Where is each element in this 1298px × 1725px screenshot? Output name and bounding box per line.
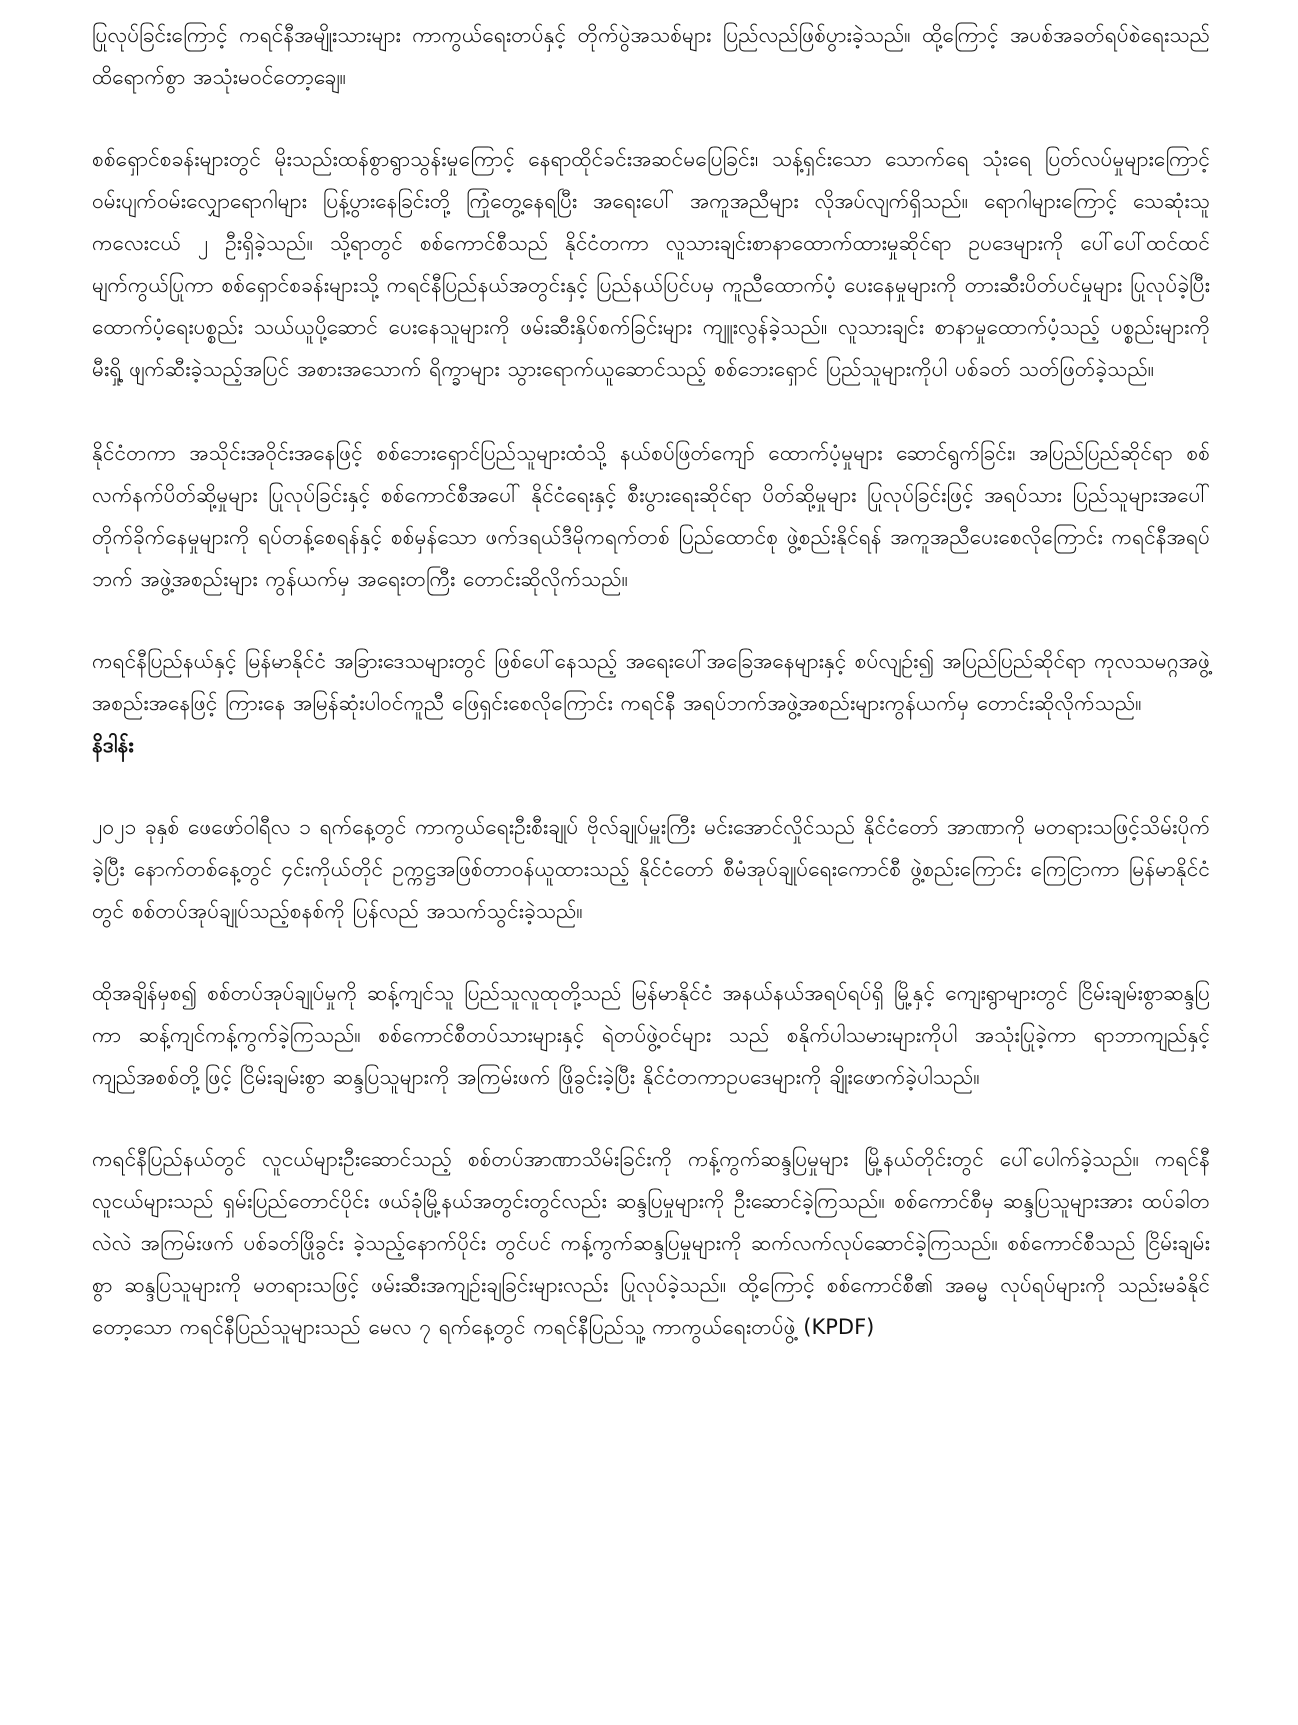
paragraph-un-request: ကရင်နီပြည်နယ်နှင့် မြန်မာနိုင်ငံ အခြားဒေသများတွင် ဖြစ်ပေါ်နေသည့် အရေးပေါ်အခြေအနေများနှင့် စပ်လျဉ်း၍ အပြည်ပြည်ဆိုင်ရာ ကုလသမဂ္ဂအဖွဲ့အစည်းအနေဖြင့် ကြားနေ အမြန်ဆုံးပါဝင်ကူညီ ဖြေရှင်းစေလိုကြောင်း ကရင်နီ အရပ်ဘက်အဖွဲ့အစည်းများကွန်ယက်မှ တောင်းဆိုလိုက်သည်။ xyxy=(92,649,1210,715)
document-page xyxy=(92,0,1210,1725)
paragraph-ceasefire: ပြုလုပ်ခြင်းကြောင့် ကရင်နီအမျိုးသားများ ကာကွယ်ရေးတပ်နှင့် တိုက်ပွဲအသစ်များ ပြည်လည်ဖြစ်ပွားခဲ့သည်။ ထို့ကြောင့် အပစ်အခတ်ရပ်စဲရေးသည် ထိရောက်စွာ အသုံးမဝင်တော့ချေ။ xyxy=(92,23,1210,89)
paragraph-protests: ထိုအချိန်မှစ၍ စစ်တပ်အုပ်ချုပ်မှုကို ဆန့်ကျင်သူ ပြည်သူလူထုတို့သည် မြန်မာနိုင်ငံ အနယ်နယ်အရပ်ရပ်ရှိ မြို့နှင့် ကျေးရွာများတွင် ငြိမ်းချမ်းစွာဆန္ဒပြကာ ဆန့်ကျင်ကန့်ကွက်ခဲ့ကြသည်။ စစ်ကောင်စီတပ်သားများနှင့် ရဲတပ်ဖွဲ့ဝင်များ သည် စနိုက်ပါသမားများကိုပါ အသုံးပြုခဲ့ကာ ရာဘာကျည်နှင့် ကျည်အစစ်တို့ဖြင့် ငြိမ်းချမ်းစွာ ဆန္ဒပြသူများကို အကြမ်းဖက် ဖြိုခွင်းခဲ့ပြီး နိုင်ငံတကာဥပဒေများကို ချိုးဖောက်ခဲ့ပါသည်။ xyxy=(92,981,1210,1089)
paragraph-idp-camps: စစ်ရှောင်စခန်းများတွင် မိုးသည်းထန်စွာရွာသွန်းမှုကြောင့် နေရာထိုင်ခင်းအဆင်မပြေခြင်း၊ သန့်ရှင်းသော သောက်ရေ သုံးရေ ပြတ်လပ်မှုများကြောင့် ဝမ်းပျက်ဝမ်းလျှောရောဂါများ ပြန့်ပွားနေခြင်းတို့ ကြုံတွေ့နေရပြီး အရေးပေါ် အကူအညီများ လိုအပ်လျက်ရှိသည်။ ရောဂါများကြောင့် သေဆုံးသူ ကလေးငယ် ၂ ဦးရှိခဲ့သည်။ သို့ရာတွင် စစ်ကောင်စီသည် နိုင်ငံတကာ လူသားချင်းစာနာထောက်ထားမှုဆိုင်ရာ ဥပဒေများကို ပေါ်ပေါ်ထင်ထင် မျက်ကွယ်ပြုကာ စစ်ရှောင်စခန်းများသို့ ကရင်နီပြည်နယ်အတွင်းနှင့် ပြည်နယ်ပြင်ပမှ ကူညီထောက်ပံ့ ပေးနေမှုများကို တားဆီးပိတ်ပင်မှုများ ပြုလုပ်ခဲ့ပြီး ထောက်ပံ့ရေးပစ္စည်း သယ်ယူပို့ဆောင် ပေးနေသူများကို ဖမ်းဆီးနှိပ်စက်ခြင်းများ ကျူးလွန်ခဲ့သည်။ လူသားချင်း စာနာမှုထောက်ပံ့သည့် ပစ္စည်းများကို မီးရှို့ ဖျက်ဆီးခဲ့သည့်အပြင် အစားအသောက် ရိက္ခာများ သွားရောက်ယူဆောင်သည့် စစ်ဘေးရှောင် ပြည်သူများကိုပါ ပစ်ခတ် သတ်ဖြတ်ခဲ့သည်။ xyxy=(92,147,1210,381)
paragraph-coup: ၂၀၂၁ ခုနှစ် ဖေဖော်ဝါရီလ ၁ ရက်နေ့တွင် ကာကွယ်ရေးဦးစီးချုပ် ဗိုလ်ချုပ်မှူးကြီး မင်းအောင်လှိုင်သည် နိုင်ငံတော် အာဏာကို မတရားသဖြင့်သိမ်းပိုက်ခဲ့ပြီး နောက်တစ်နေ့တွင် ၄င်းကိုယ်တိုင် ဥက္ကဋ္ဌအဖြစ်တာဝန်ယူထားသည့် နိုင်ငံတော် စီမံအုပ်ချုပ်ရေးကောင်စီ ဖွဲ့စည်းကြောင်း ကြေငြာကာ မြန်မာနိုင်ငံတွင် စစ်တပ်အုပ်ချုပ်သည့်စနစ်ကို ပြန်လည် အသက်သွင်းခဲ့သည်။ xyxy=(92,815,1210,923)
paragraph-karenni-protests: ကရင်နီပြည်နယ်တွင် လူငယ်များဦးဆောင်သည့် စစ်တပ်အာဏာသိမ်းခြင်းကို ကန့်ကွက်ဆန္ဒပြမှုများ မြို့နယ်တိုင်းတွင် ပေါ်ပေါက်ခဲ့သည်။ ကရင်နီလူငယ်များသည် ရှမ်းပြည်တောင်ပိုင်း ဖယ်ခုံမြို့နယ်အတွင်းတွင်လည်း ဆန္ဒပြမှုများကို ဦးဆောင်ခဲ့ကြသည်။ စစ်ကောင်စီမှ ဆန္ဒပြသူများအား ထပ်ခါတလဲလဲ အကြမ်းဖက် ပစ်ခတ်ဖြိုခွင်း ခဲ့သည့်နောက်ပိုင်း တွင်ပင် ကန့်ကွက်ဆန္ဒပြမှုများကို ဆက်လက်လုပ်ဆောင်ခဲ့ကြသည်။ စစ်ကောင်စီသည် ငြိမ်းချမ်းစွာ ဆန္ဒပြသူများကို မတရားသဖြင့် ဖမ်းဆီးအကျဉ်းချခြင်းများလည်း ပြုလုပ်ခဲ့သည်။ ထို့ကြောင့် စစ်ကောင်စီ၏ အဓမ္မ လုပ်ရပ်များကို သည်းမခံနိုင်တော့သော ကရင်နီပြည်သူများသည် မေလ ၇ ရက်နေ့တွင် ကရင်နီပြည်သူ့ ကာကွယ်ရေးတပ်ဖွဲ့ (KPDF) xyxy=(92,1147,1210,1339)
paragraph-international-community: နိုင်ငံတကာ အသိုင်းအဝိုင်းအနေဖြင့် စစ်ဘေးရှောင်ပြည်သူများထံသို့ နယ်စပ်ဖြတ်ကျော် ထောက်ပံ့မှုများ ဆောင်ရွက်ခြင်း၊ အပြည်ပြည်ဆိုင်ရာ စစ်လက်နက်ပိတ်ဆို့မှုများ ပြုလုပ်ခြင်းနှင့် စစ်ကောင်စီအပေါ် နိုင်ငံရေးနှင့် စီးပွားရေးဆိုင်ရာ ပိတ်ဆို့မှုများ ပြုလုပ်ခြင်းဖြင့် အရပ်သား ပြည်သူများအပေါ် တိုက်ခိုက်နေမှုများကို ရပ်တန့်စေရန်နှင့် စစ်မှန်သော ဖက်ဒရယ်ဒီမိုကရက်တစ် ပြည်ထောင်စု ဖွဲ့စည်းနိုင်ရန် အကူအညီပေးစေလိုကြောင်း ကရင်နီအရပ်ဘက် အဖွဲ့အစည်းများ ကွန်ယက်မှ အရေးတကြီး တောင်းဆိုလိုက်သည်။ xyxy=(92,441,1210,591)
section-heading-introduction: နိဒါန်း xyxy=(92,733,134,757)
